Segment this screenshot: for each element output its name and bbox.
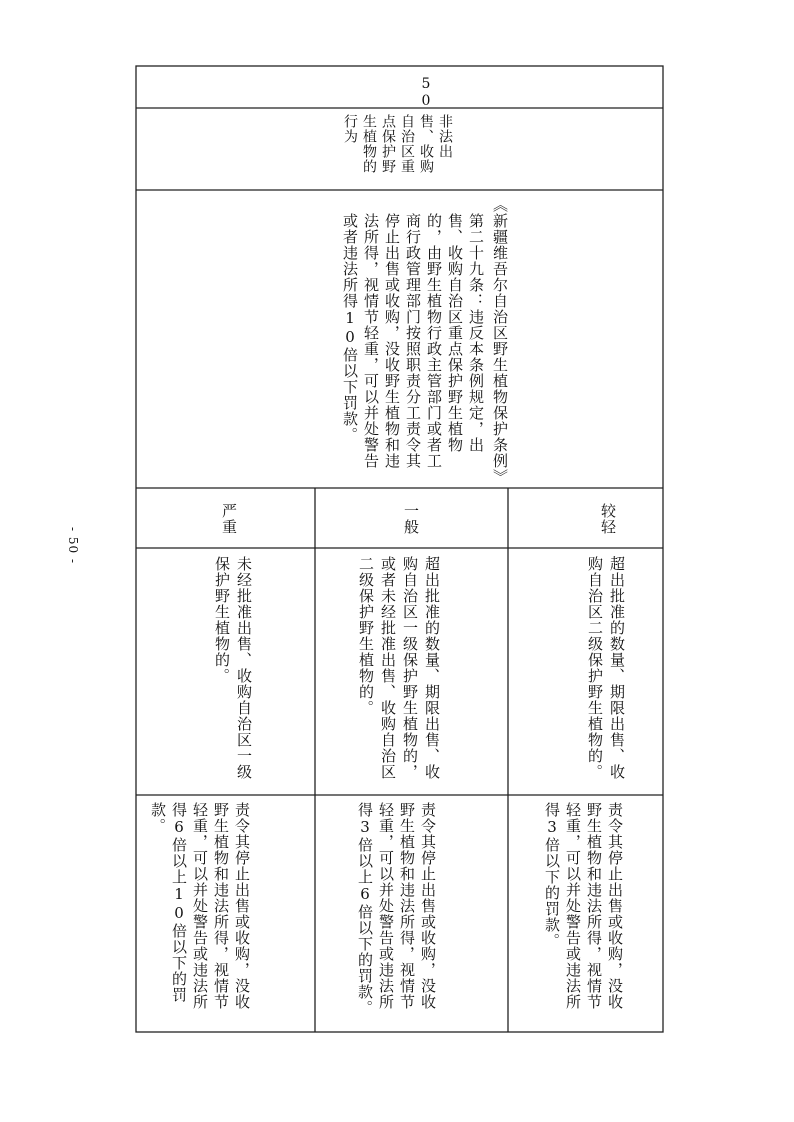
- circumstance-general: 超出批准的数量、期限出售、收购自治区一级保护野生植物的，或者未经批准出售、收购自治区二级保护野生植物的。: [357, 556, 441, 780]
- penalty-minor: 责令其停止出售或收购，没收野生植物和违法所得，视情节轻重，可以并处警告或违法所得3倍以下的罚款。: [543, 802, 624, 1010]
- penalty-general: 责令其停止出售或收购，没收野生植物和违法所得，视情节轻重，可以并处警告或违法所得3倍以上6倍以下的罚款。: [356, 802, 437, 1016]
- circumstance-serious: 未经批准出售、收购自治区一级保护野生植物的。: [213, 556, 253, 780]
- circumstance-minor: 超出批准的数量、期限出售、收购自治区二级保护野生植物的。: [586, 556, 626, 780]
- penalty-serious: 责令其停止出售或收购，没收野生植物和违法所得，视情节轻重，可以并处警告或违法所得6倍以上10倍以下的罚款。: [149, 802, 251, 1010]
- page-number: - 50 -: [66, 527, 80, 565]
- legal-basis-title: 《新疆维吾尔自治区野生植物保护条例》: [491, 197, 509, 485]
- legal-basis-body: 第二十九条：违反本条例规定，出售、收购自治区重点保护野生植物的，由野生植物行政主管部门或者工商行政管理部门按照职责分工责令其停止出售或收购，没收野生植物和违法所得，视情节轻重，可以并处警告或者违法所得10倍以下罚款。: [341, 213, 485, 469]
- illegal-behavior-cell: 非法出售、收购自治区重点保护野生植物的行为: [342, 114, 453, 174]
- row-serial-number: 50: [418, 76, 434, 110]
- degree-serious: 严重: [220, 503, 238, 535]
- degree-general: 一般: [402, 503, 420, 535]
- degree-minor: 较轻: [599, 503, 617, 535]
